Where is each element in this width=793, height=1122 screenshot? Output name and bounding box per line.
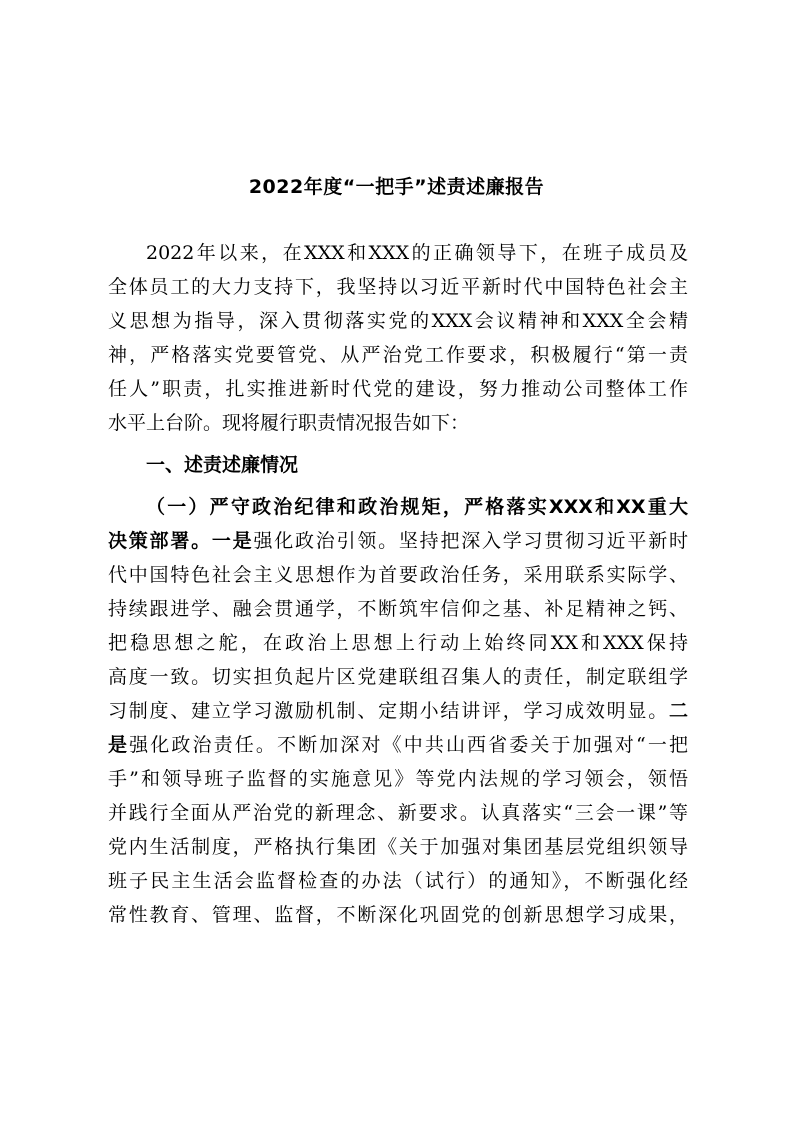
point-two-lead-text: 习制度、建立学习激励机制、定期小结讲评，学习成效明显。 (108, 700, 669, 722)
body-line-b1: 手”和领导班子监督的实施意见》等党内法规的学习领会，领悟 (108, 768, 688, 790)
point-one-label: 一是 (211, 530, 254, 552)
sub-heading-end: 决策部署。 (108, 530, 212, 552)
intro-line-5: 任人”职责，扎实推进新时代党的建设，努力推动公司整体工作 (108, 378, 688, 400)
intro-line-4: 神，严格落实党要管党、从严治党工作要求，积极履行“第一责 (108, 344, 688, 366)
body-line-a4: 高度一致。切实担负起片区党建联组召集人的责任，制定联组学 (108, 666, 688, 688)
body-line-b0 (108, 728, 688, 762)
point-two-text: 强化政治责任。不断加深对《中共山西省委关于加强对“一把 (129, 734, 688, 756)
body-line-a2: 持续跟进学、融会贯通学，不断筑牢信仰之基、补足精神之钙、 (108, 598, 688, 620)
body-line-b5: 常性教育、管理、监督，不断深化巩固党的创新思想学习成果， (108, 904, 688, 926)
document-title: 2022年度“一把手”述责述廉报告 (248, 176, 545, 198)
section-heading: 一、述责述廉情况 (146, 454, 299, 476)
sub-heading-line-2 (108, 524, 688, 558)
body-line-a3: 把稳思想之舵，在政治上思想上行动上始终同XX和XXX保持 (108, 632, 688, 654)
body-line-b2: 并践行全面从严治党的新理念、新要求。认真落实“三会一课”等 (108, 802, 688, 824)
body-line-b4: 班子民主生活会监督检查的办法（试行）的通知》，不断强化经 (108, 870, 688, 892)
body-line-b3: 党内生活制度，严格执行集团《关于加强对集团基层党组织领导 (108, 836, 688, 858)
point-two-label-start: 二 (668, 700, 688, 722)
sub-heading-line-1: （一）严守政治纪律和政治规矩，严格落实XXX和XX重大 (146, 496, 688, 518)
intro-line-6: 水平上台阶。现将履行职责情况报告如下： (108, 412, 470, 434)
body-line-a5 (108, 694, 688, 728)
body-line-a1: 代中国特色社会主义思想作为首要政治任务，采用联系实际学、 (108, 564, 688, 586)
intro-line-1: 2022年以来，在XXX和XXX的正确领导下，在班子成员及 (146, 242, 688, 264)
intro-line-3: 义思想为指导，深入贯彻落实党的XXX会议精神和XXX全会精 (108, 310, 688, 332)
intro-line-2: 全体员工的大力支持下，我坚持以习近平新时代中国特色社会主 (108, 276, 688, 298)
point-two-label-end: 是 (108, 734, 130, 756)
point-one-text: 强化政治引领。坚持把深入学习贯彻习近平新时 (253, 530, 688, 552)
